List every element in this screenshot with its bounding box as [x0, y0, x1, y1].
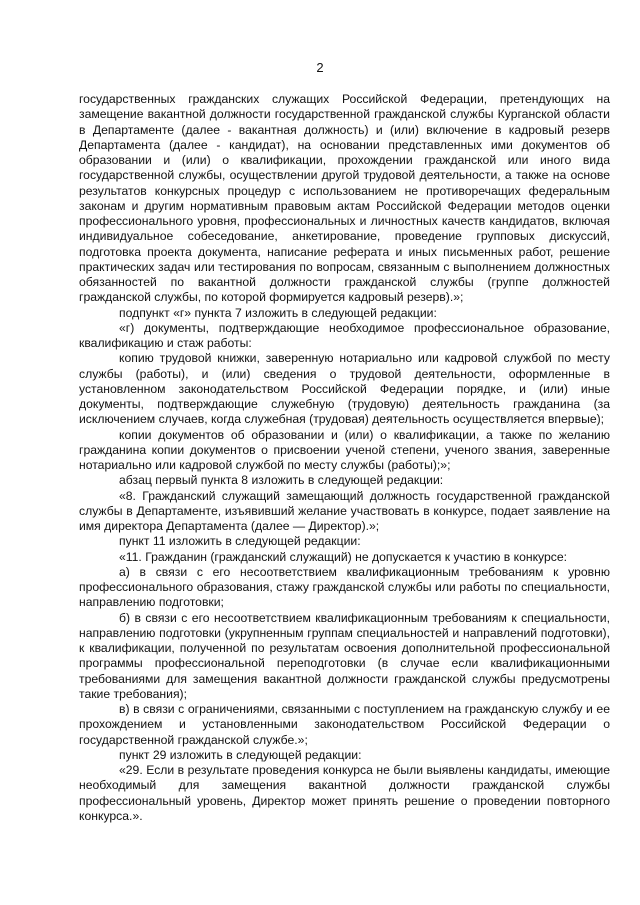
paragraph: «29. Если в результате проведения конкурса не были выявлены кандидаты, имеющие необходимый для замещения вакантной должности гражданской службы профессиональный уровень, Директор может принять решение о проведении повторного конкурса.». — [79, 763, 610, 823]
paragraph: в) в связи с ограничениями, связанными с поступлением на гражданскую службу и ее прохождением и установленными законодательством Российской Федерации о государственной гражданской службе.»; — [79, 702, 610, 747]
paragraph: копию трудовой книжки, заверенную нотариально или кадровой службой по месту службы (работы), и (или) сведения о трудовой деятельности, оформленные в установленном законодательством Российской Федерации порядке, и (или) иные документы, подтверждающие служебную (трудовую) деятельность гражданина (за исключением случаев, когда служебная (трудовая) деятельность осуществляется впервые); — [79, 351, 610, 427]
paragraph: «8. Гражданский служащий замещающий должность государственной гражданской службы в Департаменте, изъявивший желание участвовать в конкурсе, подает заявление на имя директора Департамента (далее — Директор).»; — [79, 488, 610, 533]
paragraph: абзац первый пункта 8 изложить в следующей редакции: — [119, 473, 444, 488]
document-body — [79, 92, 610, 824]
paragraph: копии документов об образовании и (или) о квалификации, а также по желанию гражданина копии документов о присвоении ученой степени, ученого звания, заверенные нотариально или кадровой службой по месту службы (работы);»; — [79, 427, 610, 472]
paragraph: «11. Гражданин (гражданский служащий) не допускается к участию в конкурсе: — [119, 549, 568, 564]
paragraph: государственных гражданских служащих Российской Федерации, претендующих на замещение вакантной должности государственной гражданской службы Курганской области в Департаменте (далее - вакантная должность) и (или) включение в кадровый резерв Департамента (далее - кандидат), на основании представленных ими документов об образовании и (или) о квалификации, прохождении гражданской или иного вида государственной службы, осуществлении другой трудовой деятельности, а также на основе результатов конкурсных процедур с использованием не противоречащих федеральным законам и другим нормативным правовым актам Российской Федерации методов оценки профессионального уровня, профессиональных и личностных качеств кандидатов, включая индивидуальное собеседование, анкетирование, проведение групповых дискуссий, подготовка проекта документа, написание реферата и иных письменных работ, решение практических задач или тестирования по вопросам, связанным с выполнением должностных обязанностей по вакантной должности гражданской службы (группе должностей гражданской службы, по которой формируется кадровый резерв).»; — [79, 92, 610, 305]
paragraph: пункт 11 изложить в следующей редакции: — [119, 534, 361, 549]
paragraph: а) в связи с его несоответствием квалификационным требованиям к уровню профессионального образования, стажу гражданской службы или работы по специальности, направлению подготовки; — [79, 564, 610, 610]
paragraph: б) в связи с его несоответствием квалификационным требованиям к специальности, направлению подготовки (укрупненным группам специальностей и направлений подготовки), к квалификации, полученной по результатам освоения дополнительной профессиональной программы профессиональной переподготовки (в случае если квалификационными требованиями для замещения вакантной должности гражданской службы предусмотрены такие требования); — [79, 610, 610, 701]
page-number: 2 — [316, 60, 324, 75]
paragraph: подпункт «г» пункта 7 изложить в следующей редакции: — [119, 305, 437, 320]
paragraph: пункт 29 изложить в следующей редакции: — [119, 747, 362, 762]
paragraph: «г) документы, подтверждающие необходимое профессиональное образование, квалификацию и стаж работы: — [79, 320, 610, 350]
